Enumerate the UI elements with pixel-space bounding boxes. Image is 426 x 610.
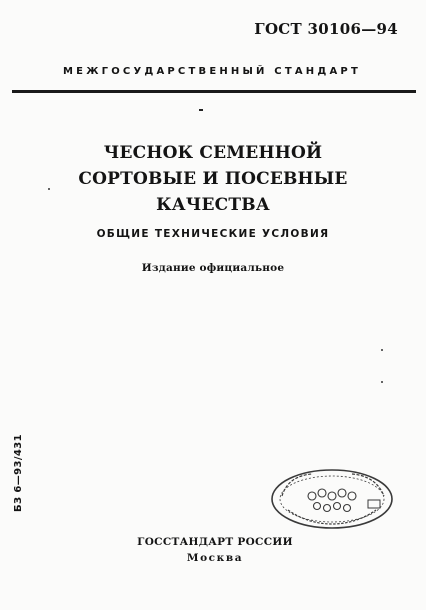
publisher-city: Москва <box>186 552 244 564</box>
publisher-name: ГОССТАНДАРТ РОССИИ <box>137 536 293 548</box>
edition-label: Издание официальное <box>141 262 285 274</box>
gost-number: ГОСТ 30106—94 <box>254 20 398 38</box>
print-mark <box>199 109 203 111</box>
side-registration-code: БЗ 6—93/431 <box>13 433 24 512</box>
library-stamp-icon <box>268 466 398 532</box>
publisher-block <box>120 534 310 566</box>
standard-category: МЕЖГОСУДАРСТВЕННЫЙ СТАНДАРТ <box>63 66 361 77</box>
header-rule <box>12 90 416 93</box>
document-subtitle: ОБЩИЕ ТЕХНИЧЕСКИЕ УСЛОВИЯ <box>96 228 330 240</box>
print-speck <box>48 188 50 190</box>
title-block <box>20 140 406 274</box>
title-line-2: СОРТОВЫЕ И ПОСЕВНЫЕ КАЧЕСТВА <box>78 169 348 215</box>
print-speck <box>381 381 383 383</box>
print-speck <box>381 349 383 351</box>
title-line-1: ЧЕСНОК СЕМЕННОЙ <box>103 143 323 163</box>
